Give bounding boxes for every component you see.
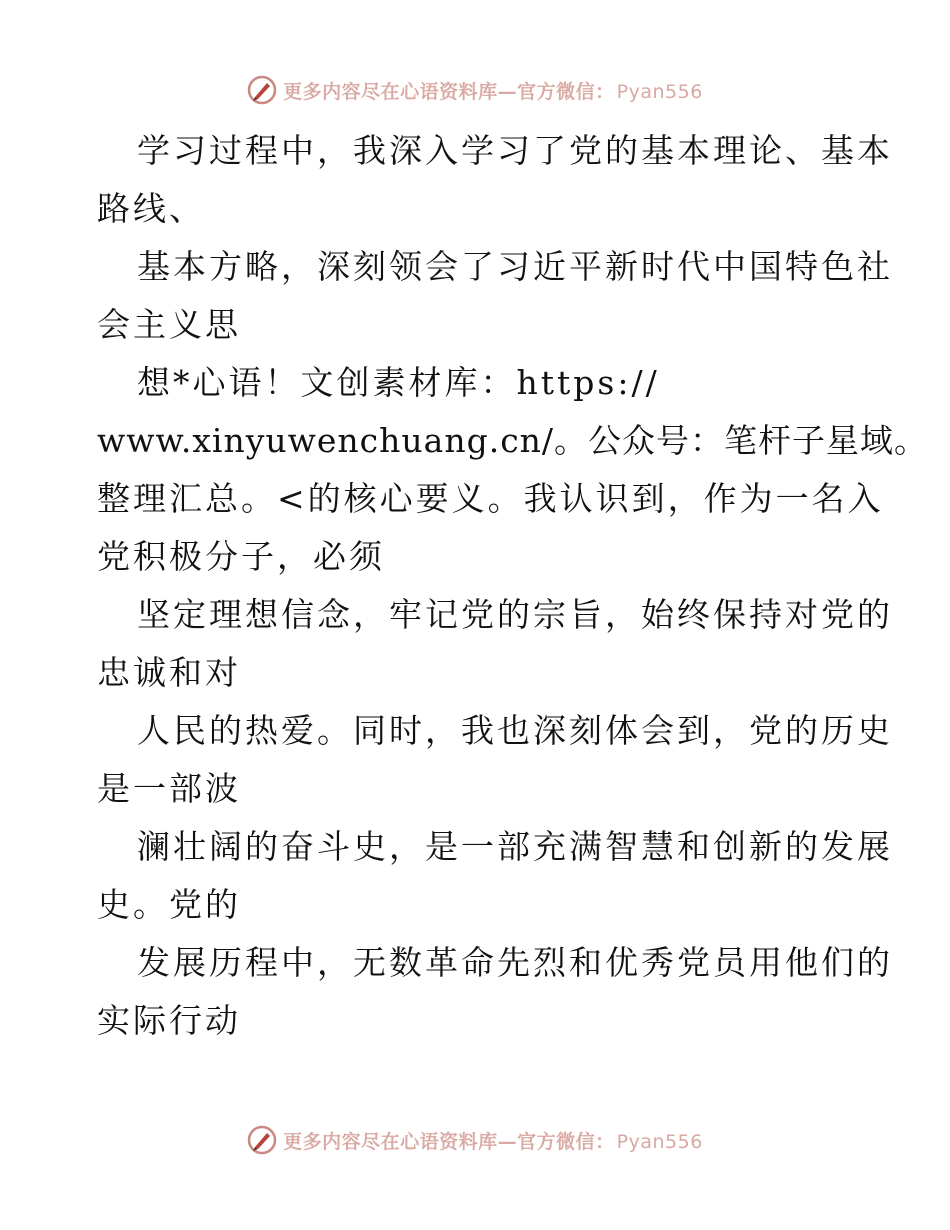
body-line: 学习过程中，我深入学习了党的基本理论、基本 [137, 131, 893, 170]
header-banner-label: 更多内容尽在心语资料库—官方微信： [283, 80, 615, 103]
body-line: 想*心语！文创素材库：https:// [137, 363, 660, 402]
pen-logo-icon [247, 75, 277, 105]
body-line: 人民的热爱。同时，我也深刻体会到，党的历史 [137, 711, 893, 750]
footer-banner-label: 更多内容尽在心语资料库—官方微信： [283, 1130, 615, 1153]
body-line: 澜壮阔的奋斗史，是一部充满智慧和创新的发展 [137, 827, 893, 866]
header-banner-text [283, 77, 703, 104]
body-line: 是一部波 [97, 769, 241, 808]
header-banner-handle: Pyan556 [616, 80, 703, 103]
body-line: 基本方略，深刻领会了习近平新时代中国特色社 [137, 247, 893, 286]
body-line: 史。党的 [97, 885, 241, 924]
body-line: 忠诚和对 [97, 653, 241, 692]
footer-banner-handle: Pyan556 [616, 1130, 703, 1153]
body-line: 路线、 [97, 189, 205, 228]
body-line: 坚定理想信念，牢记党的宗旨，始终保持对党的 [137, 595, 893, 634]
body-line: 会主义思 [97, 305, 241, 344]
footer-banner-text [283, 1127, 703, 1154]
header-banner [0, 70, 950, 110]
document-body [97, 122, 929, 1050]
pen-logo-icon [247, 1125, 277, 1155]
body-line: 发展历程中，无数革命先烈和优秀党员用他们的 [137, 943, 893, 982]
body-line: 整理汇总。<的核心要义。我认识到，作为一名入 [97, 479, 884, 518]
body-line: www.xinyuwenchuang.cn/。公众号：笔杆子星域。 [97, 421, 929, 460]
body-line: 党积极分子，必须 [97, 537, 385, 576]
body-line: 实际行动 [97, 1001, 241, 1040]
footer-banner [0, 1120, 950, 1160]
